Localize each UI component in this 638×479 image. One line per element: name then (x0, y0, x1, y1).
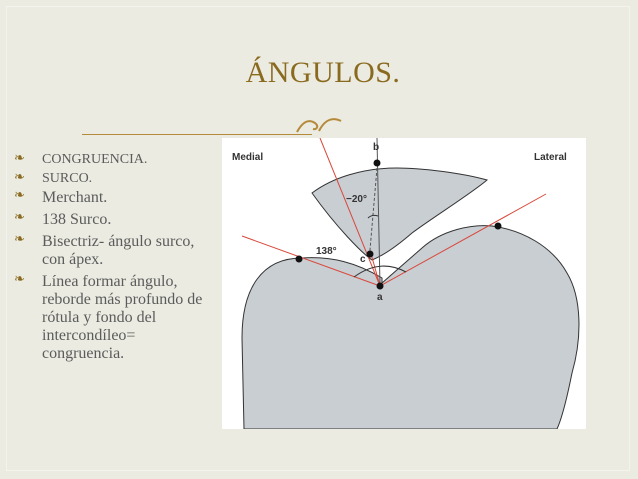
knee-diagram (222, 138, 586, 429)
point-left-marker (296, 256, 303, 263)
title-divider (82, 134, 312, 135)
point-a-marker (377, 283, 384, 290)
bullet-item (14, 233, 214, 269)
point-c-label: c (360, 254, 366, 265)
bullet-icon: ❧ (14, 169, 25, 185)
bullet-icon: ❧ (14, 271, 25, 287)
medial-label: Medial (232, 152, 264, 163)
bullet-icon: ❧ (14, 232, 25, 248)
bullet-text: Merchant. (42, 189, 108, 207)
bullet-icon: ❧ (14, 210, 25, 226)
knee-diagram-svg (222, 138, 586, 429)
point-right-marker (495, 223, 502, 230)
slide-title: ÁNGULOS. (245, 56, 401, 89)
point-c-marker (367, 251, 374, 258)
flourish-ornament (295, 115, 345, 135)
bullet-icon: ❧ (14, 188, 25, 204)
femur-shape (242, 226, 579, 429)
bullet-text: SURCO. (42, 170, 93, 186)
point-b-label: b (373, 142, 380, 153)
bullet-item (14, 152, 214, 168)
point-b-marker (374, 160, 381, 167)
bullet-icon: ❧ (14, 151, 25, 166)
bullet-list (14, 152, 214, 367)
angle-138-label: 138° (316, 246, 337, 257)
bullet-item (14, 211, 214, 229)
lateral-label: Lateral (534, 152, 567, 163)
bullet-item (14, 273, 214, 363)
bullet-text: Bisectriz- ángulo surco, con ápex. (42, 233, 195, 269)
bullet-item (14, 189, 214, 207)
bullet-item (14, 171, 214, 187)
bullet-text: CONGRUENCIA. (42, 152, 148, 167)
bullet-text: Línea formar ángulo, reborde más profundo de rótula y fondo del intercondíleo= congruencia. (42, 272, 203, 362)
point-a-label: a (377, 292, 383, 303)
bullet-text: 138 Surco. (42, 211, 112, 229)
angle-20-label: −20° (346, 194, 367, 205)
